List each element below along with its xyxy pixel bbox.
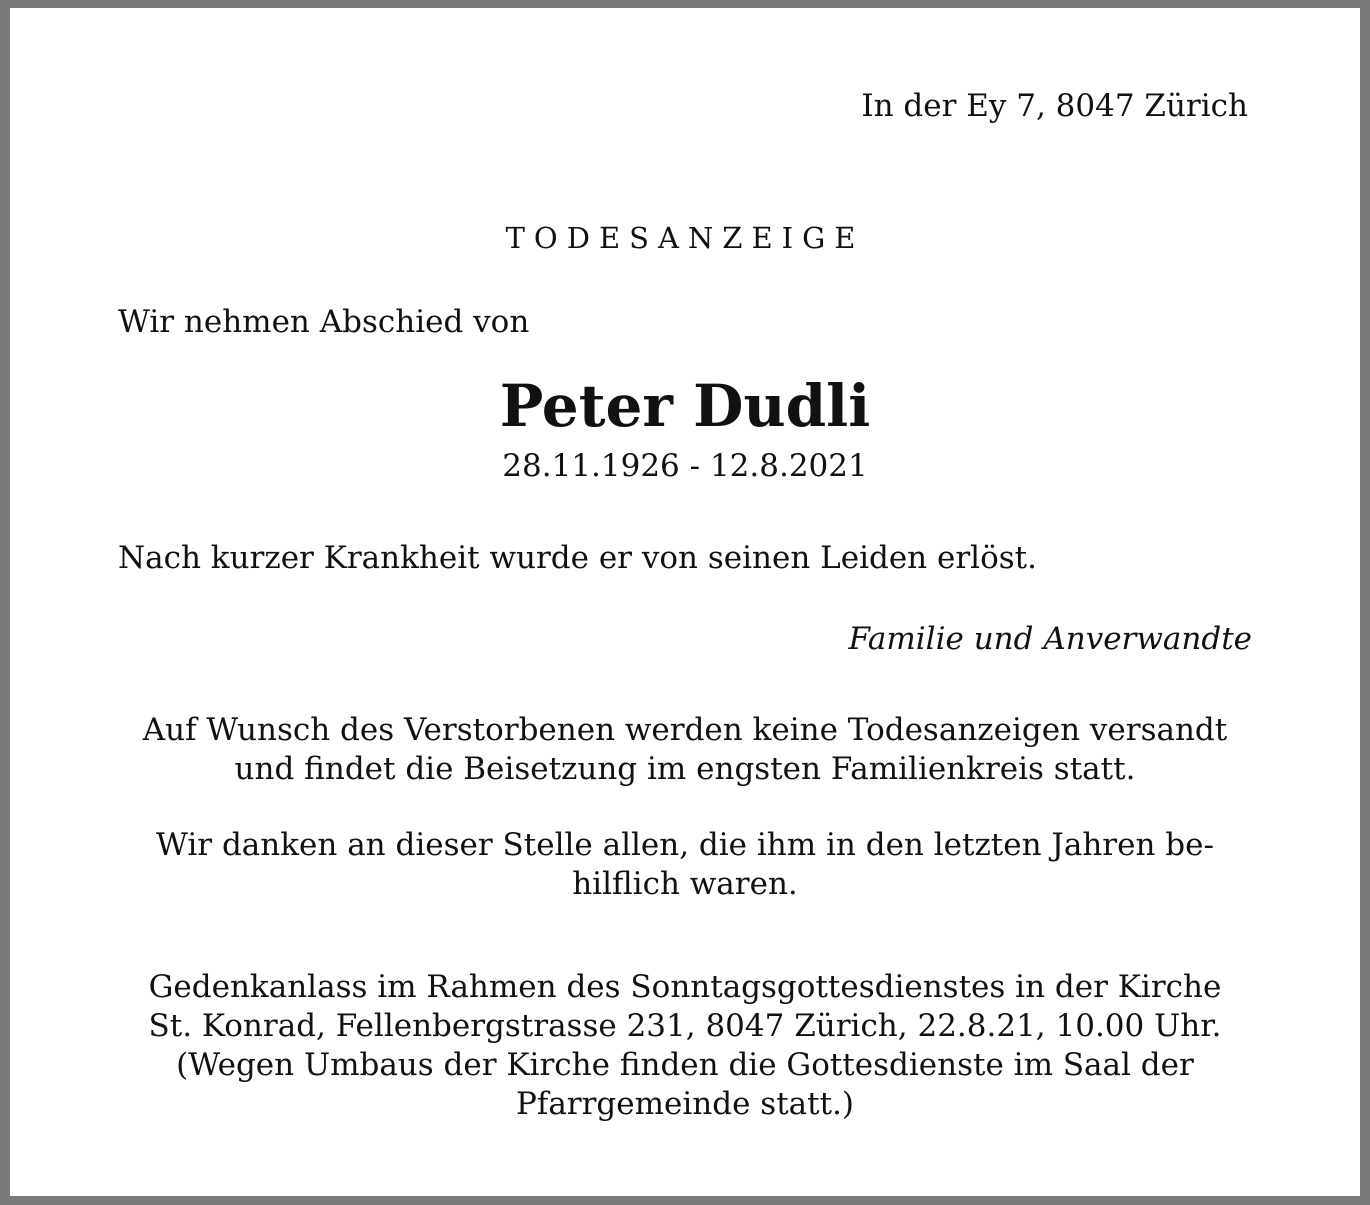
notice-heading: TODESANZEIGE xyxy=(505,221,865,255)
paragraph-line: (Wegen Umbaus der Kirche finden die Gottesdienste im Saal der xyxy=(176,1047,1194,1083)
paragraph-line: und findet die Beisetzung im engsten Familienkreis statt. xyxy=(234,751,1136,787)
paragraph-line: Wir danken an dieser Stelle allen, die ihm in den letzten Jahren be- xyxy=(156,827,1214,863)
paragraph-line: St. Konrad, Fellenbergstrasse 231, 8047 Zürich, 22.8.21, 10.00 Uhr. xyxy=(148,1008,1222,1044)
paragraph-line: Auf Wunsch des Verstorbenen werden keine Todesanzeigen versandt xyxy=(142,712,1228,748)
notice-paragraph-thanks xyxy=(70,826,1300,904)
death-notice-page xyxy=(10,8,1360,1196)
deceased-name: Peter Dudli xyxy=(499,372,871,440)
illness-sentence: Nach kurzer Krankheit wurde er von seinen Leiden erlöst. xyxy=(118,540,1037,576)
notice-paragraph-funeral xyxy=(70,711,1300,789)
paragraph-line: Pfarrgemeinde statt.) xyxy=(515,1086,855,1122)
family-signoff: Familie und Anverwandte xyxy=(848,621,1252,657)
paragraph-line: Gedenkanlass im Rahmen des Sonntagsgottesdienstes in der Kirche xyxy=(148,969,1222,1005)
intro-text: Wir nehmen Abschied von xyxy=(118,304,530,340)
paragraph-line: hilflich waren. xyxy=(572,866,798,902)
notice-paragraph-memorial xyxy=(70,968,1300,1124)
address: In der Ey 7, 8047 Zürich xyxy=(861,88,1248,124)
life-dates: 28.11.1926 - 12.8.2021 xyxy=(502,448,868,484)
